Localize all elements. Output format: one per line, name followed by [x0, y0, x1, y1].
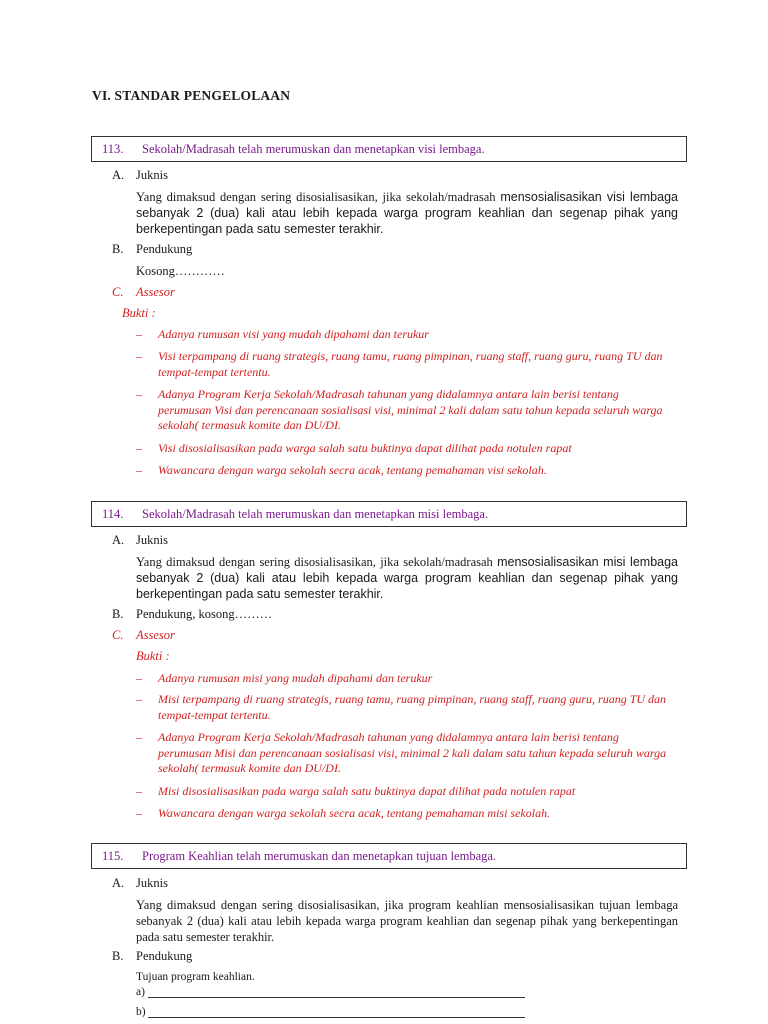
criterion-box-113 [91, 136, 687, 162]
criterion-number: 114. [102, 507, 124, 521]
criterion-statement: Program Keahlian telah merumuskan dan menetapkan tujuan lembaga. [142, 849, 497, 863]
criterion-number: 115. [102, 849, 124, 863]
fill-underline-b [148, 1017, 525, 1018]
criterion-box-114 [91, 501, 687, 527]
bukti-item: – Misi terpampang di ruang strategis, ruang tamu, ruang pimpinan, ruang staff, ruang guru, ruang TU dan tempat-tempat tertentu. [136, 692, 667, 722]
juknis-text-113: Yang dimaksud dengan sering disosialisasikan, jika sekolah/madrasah mensosialisasikan visi lembaga sebanyak 2 (dua) kali atau lebih kepada warga program keahlian dan segenap pihak yang berkepentingan pada satu semester terakhir. [136, 190, 678, 236]
bukti-item: – Adanya Program Kerja Sekolah/Madrasah tahunan yang didalamnya antara lain berisi tentang perumusan Visi dan perencanaan sosialisasi visi, minimal 2 kali dalam satu tahun kepada seluruh warga sekolah( termasuk komite dan DU/DI. [136, 387, 663, 432]
bukti-item: – Visi terpampang di ruang strategis, ruang tamu, ruang pimpinan, ruang staff, ruang guru, ruang TU dan tempat-tempat tertentu. [136, 349, 663, 379]
criterion-statement: Sekolah/Madrasah telah merumuskan dan menetapkan visi lembaga. [142, 142, 485, 156]
section-title: VI. STANDAR PENGELOLAAN [92, 88, 291, 103]
juknis-text-114: Yang dimaksud dengan sering disosialisasikan, jika sekolah/madrasah mensosialisasikan misi lembaga sebanyak 2 (dua) kali atau lebih kepada warga program keahlian dan segenap pihak yang berkepentingan pada satu semester terakhir. [136, 555, 678, 601]
fill-line-b: b) [136, 1006, 146, 1018]
juknis-text-115: Yang dimaksud dengan sering disosialisasikan, jika program keahlian mensosialisasikan tujuan lembaga sebanyak 2 (dua) kali atau lebih kepada warga program keahlian dan segenap pihak yang berkepentingan pada satu semester terakhir. [136, 898, 678, 944]
bukti-item: – Misi disosialisasikan pada warga salah satu buktinya dapat dilihat pada notulen rapat [136, 784, 576, 798]
bukti-item: – Adanya rumusan visi yang mudah dipahami dan terukur [136, 327, 429, 341]
bukti-item: – Wawancara dengan warga sekolah secra acak, tentang pemahaman visi sekolah. [136, 463, 547, 477]
bukti-label-114: Bukti : [136, 649, 170, 663]
bukti-item: – Visi disosialisasikan pada warga salah satu buktinya dapat dilihat pada notulen rapat [136, 441, 572, 455]
bukti-item: – Adanya rumusan misi yang mudah dipahami dan terukur [136, 671, 433, 685]
criterion-box-115 [91, 843, 687, 869]
fill-underline-a [148, 997, 525, 998]
bukti-item: – Adanya Program Kerja Sekolah/Madrasah tahunan yang didalamnya antara lain berisi tentang perumusan Misi dan perencanaan sosialisasi visi, minimal 2 kali dalam satu tahun kepada seluruh warga sekolah( termasuk komite dan DU/DI. [136, 730, 667, 775]
fill-line-a: a) [136, 986, 145, 998]
bukti-label-113: Bukti : [122, 306, 156, 320]
criterion-number: 113. [102, 142, 124, 156]
bukti-item: – Wawancara dengan warga sekolah secra acak, tentang pemahaman misi sekolah. [136, 806, 551, 820]
criterion-statement: Sekolah/Madrasah telah merumuskan dan menetapkan misi lembaga. [142, 507, 489, 521]
tujuan-label: Tujuan program keahlian. [136, 971, 255, 983]
pendukung-value-113: Kosong………… [136, 264, 225, 278]
